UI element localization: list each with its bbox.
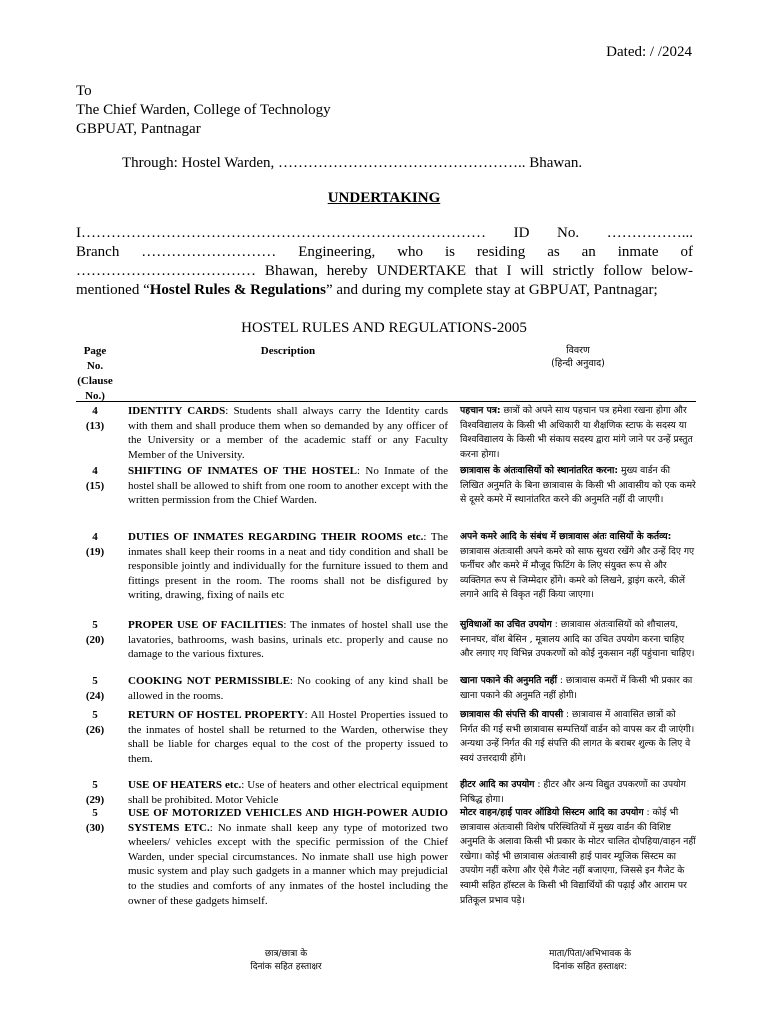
rule-hindi — [460, 618, 696, 662]
undertaking-line-2: Branch ……………………… Engineering, who is residing as an inmate of ……………………………… Bhawan, hereby UNDERTAKE that I will strictly follow below-mentioned “ — [76, 244, 693, 298]
rule-description — [128, 806, 448, 908]
clause-ref — [76, 618, 114, 648]
date-line: Dated: / /2024 — [606, 44, 692, 60]
clause-number: (26) — [85, 724, 105, 736]
clause-ref — [76, 464, 114, 494]
rule-heading: USE OF HEATERS etc. — [128, 779, 242, 791]
student-signature — [226, 948, 346, 974]
clause-number: (20) — [85, 634, 105, 646]
rule-heading: SHIFTING OF INMATES OF THE HOSTEL — [128, 465, 357, 477]
column-header-hindi-subtitle: (हिन्दी अनुवाद) — [551, 358, 605, 369]
page-number: 5 — [92, 619, 98, 631]
rule-text: : Students shall always carry the Identity cards with them and shall produce them when so demanded by any officer of the University or a member of the academic staff or any Faculty Member of the University. — [128, 405, 448, 461]
rule-description — [128, 618, 448, 662]
rule-hindi-heading: मोटर वाहन/हाई पावर ऑडियो सिस्टम आदि का उपयोग — [460, 807, 644, 818]
rule-text: : The inmates shall keep their rooms in a neat and tidy condition and shall be responsible jointly and individually for the furniture issued to them and fittings present in the room. The rooms shall not be disfigured by writing, drawing, fixing of nails etc — [128, 531, 448, 602]
rule-hindi — [460, 464, 696, 508]
rule-hindi-text: छात्रों को अपने साथ पहचान पत्र हमेशा रखना होगा और विश्वविद्यालय के किसी भी अधिकारी या शैक्षणिक स्टाफ के सदस्य या विश्वविद्यालय के किसी भी संकाय सदस्य द्वारा मांगे जाने पर उन्हें प्रस्तुत करना होगा। — [460, 405, 693, 460]
rule-description — [128, 778, 448, 807]
clause-ref — [76, 530, 114, 560]
rule-hindi-text: : छात्रावास कमरों में किसी भी प्रकार का खाना पकाने की अनुमति नहीं होगी। — [460, 675, 693, 701]
rule-hindi-heading: छात्रावास के अंतःवासियों को स्थानांतरित करना: — [460, 465, 619, 476]
address-to: To — [76, 83, 92, 99]
address-line-1: The Chief Warden, College of Technology — [76, 102, 331, 118]
rule-hindi-text: मुख्य वार्डन की लिखित अनुमति के बिना छात्रावास के किसी भी आवासीय को एक कमरे से दूसरे कमरे में स्थानांतरित करने की अनुमति नहीं दी जाएगी। — [460, 465, 696, 506]
rule-heading: DUTIES OF INMATES REGARDING THEIR ROOMS etc. — [128, 531, 424, 543]
through-line: Through: Hostel Warden, ………………………………………….. Bhawan. — [122, 155, 583, 171]
rule-text: : No Inmate of the hostel shall be allowed to shift from one room to another except with the written permission from the Chief Warden. — [128, 465, 448, 507]
undertaking-line-3: ” and during my complete stay at GBPUAT, Pantnagar; — [325, 282, 658, 298]
rule-hindi-text: : हीटर और अन्य विद्युत उपकरणों का उपयोग निषिद्ध होगा। — [460, 779, 686, 805]
clause-number: (19) — [85, 546, 105, 558]
address-line-2: GBPUAT, Pantnagar — [76, 121, 201, 137]
rule-heading: IDENTITY CARDS — [128, 405, 226, 417]
rule-hindi — [460, 674, 696, 703]
column-header-hindi-title: विवरण — [566, 345, 590, 356]
page-number: 5 — [92, 779, 98, 791]
parent-signature-line-2: दिनांक सहित हस्ताक्षर: — [552, 962, 628, 972]
page-number: 5 — [92, 709, 98, 721]
rule-description — [128, 404, 448, 462]
clause-ref — [76, 806, 114, 836]
rule-hindi-heading: सुविधाओं का उचित उपयोग — [460, 619, 552, 630]
header-divider — [76, 401, 696, 402]
document-title — [0, 190, 768, 207]
student-signature-line-2: दिनांक सहित हस्ताक्षर — [250, 962, 322, 972]
student-signature-line-1: छात्र/छात्रा के — [264, 949, 308, 959]
rule-heading: PROPER USE OF FACILITIES — [128, 619, 284, 631]
rules-name: Hostel Rules & Regulations — [149, 282, 326, 298]
rule-text: : The inmates of hostel shall use the lavatories, bathrooms, wash basins, urinals etc. properly and cause no damage to the various fixtures. — [128, 619, 448, 661]
clause-ref — [76, 778, 114, 808]
rule-hindi — [460, 806, 696, 908]
rules-table-title: HOSTEL RULES AND REGULATIONS-2005 — [241, 320, 527, 336]
rule-hindi — [460, 404, 696, 462]
rule-hindi — [460, 708, 696, 766]
rule-heading: USE OF MOTORIZED VEHICLES AND HIGH-POWER AUDIO SYSTEMS ETC. — [128, 807, 448, 834]
undertaking-line-1: I……………………………………………………………………… ID No. ……………... — [76, 225, 693, 241]
rule-text: : All Hostel Properties issued to the inmates of hostel shall be returned to the Warden, otherwise they shall be liable for charges equal to the cost of the property issued to them. — [128, 709, 448, 765]
parent-signature — [520, 948, 660, 974]
rule-description — [128, 674, 448, 703]
column-header-hindi — [460, 344, 696, 370]
rule-hindi-text: छात्रावास अंतःवासी अपने कमरे को साफ सुथरा रखेंगे और उन्हें दिए गए फर्नीचर और कमरे में मौजूद फिटिंग के लिए संयुक्त रूप से और व्यक्तिगत रूप से जिम्मेदार होंगे। कमरे को लिखने, ड्राइंग करने, कीलें लगाने आदि से विकृत नहीं किया जाएगा। — [460, 545, 695, 601]
rule-hindi-heading: अपने कमरे आदि के संबंध में छात्रावास अंतः वासियों के कर्तव्य: — [460, 531, 672, 542]
recipient-address — [76, 82, 331, 139]
page-number: 4 — [92, 405, 98, 417]
rule-hindi-heading: खाना पकाने की अनुमति नहीं — [460, 675, 557, 686]
clause-ref — [76, 708, 114, 738]
rule-text: : No cooking of any kind shall be allowed in the rooms. — [128, 675, 448, 702]
undertaking-paragraph — [76, 224, 693, 300]
clause-number: (24) — [85, 690, 105, 702]
rule-hindi — [460, 530, 696, 603]
page-number: 5 — [92, 675, 98, 687]
rule-hindi-heading: छात्रावास की संपत्ति की वापसी — [460, 709, 564, 720]
clause-number: (13) — [85, 420, 105, 432]
column-header-description: Description — [260, 345, 316, 357]
rule-hindi-text: : कोई भी छात्रावास अंतःवासी विशेष परिस्थितियों में मुख्य वार्डन की विशिष्ट अनुमति के अलावा किसी भी प्रकार के मोटर चालित दोपहिया/वाहन नहीं रखेगा। कोई भी छात्रावास अंतःवासी हाई पावर म्यूजिक सिस्टम का उपयोग नहीं करेगा और ऐसे गैजेट नहीं बजाएगा, जिससे इन गैजेट के स्वामी सहित हॉस्टल के किसी भी विद्यार्थियों की पढ़ाई और आराम पर प्रतिकूल प्रभाव पड़े। — [460, 807, 696, 906]
rule-description — [128, 530, 448, 603]
column-header-page: Page No. (Clause No.) — [77, 345, 113, 402]
rule-heading: COOKING NOT PERMISSIBLE — [128, 675, 290, 687]
clause-number: (15) — [85, 480, 105, 492]
clause-ref — [76, 404, 114, 434]
clause-number: (30) — [85, 822, 105, 834]
rule-hindi-heading: हीटर आदि का उपयोग — [460, 779, 535, 790]
parent-signature-line-1: माता/पिता/अभिभावक के — [548, 949, 632, 959]
rule-hindi-text: : छात्रावास अंतःवासियों को शौचालय, स्नानघर, वॉश बेसिन , मूत्रालय आदि का उचित उपयोग करना चाहिए और लगाए गए विभिन्न उपकरणों को कोई नुकसान नहीं पहुंचाना चाहिए। — [460, 619, 695, 660]
title-text: UNDERTAKING — [327, 190, 441, 206]
rule-heading: RETURN OF HOSTEL PROPERTY — [128, 709, 305, 721]
rule-text: : Use of heaters and other electrical equipment shall be prohibited. Motor Vehicle — [128, 779, 448, 806]
rule-hindi-text: : छात्रावास में आवासित छात्रों को निर्गत की गई सभी छात्रावास सम्पत्तियाँ वार्डन को वापस कर दी जाएंगी। अन्यथा उन्हें निर्गत की गई संपत्ति की लागत के बराबर शुल्क के लिए वे स्वयं उत्तरदायी होंगे। — [460, 709, 695, 764]
page-number: 4 — [92, 531, 98, 543]
rule-hindi — [460, 778, 696, 807]
rule-description — [128, 464, 448, 508]
page-number: 5 — [92, 807, 98, 819]
clause-number: (29) — [85, 794, 105, 806]
rule-description — [128, 708, 448, 766]
undertaking-body — [76, 243, 693, 300]
rule-hindi-heading: पहचान पत्र: — [460, 405, 501, 416]
rule-text: : No inmate shall keep any type of motorized two wheelers/ vehicles except with the specific permission of the Chief Warden, under special circumstances. No inmate shall use high power music system and play such gadgets in a manner which may prejudicial to the studies and comforts of any inmates of the hostel including the owner of these gadgets himself. — [128, 821, 448, 907]
page-number: 4 — [92, 465, 98, 477]
clause-ref — [76, 674, 114, 704]
